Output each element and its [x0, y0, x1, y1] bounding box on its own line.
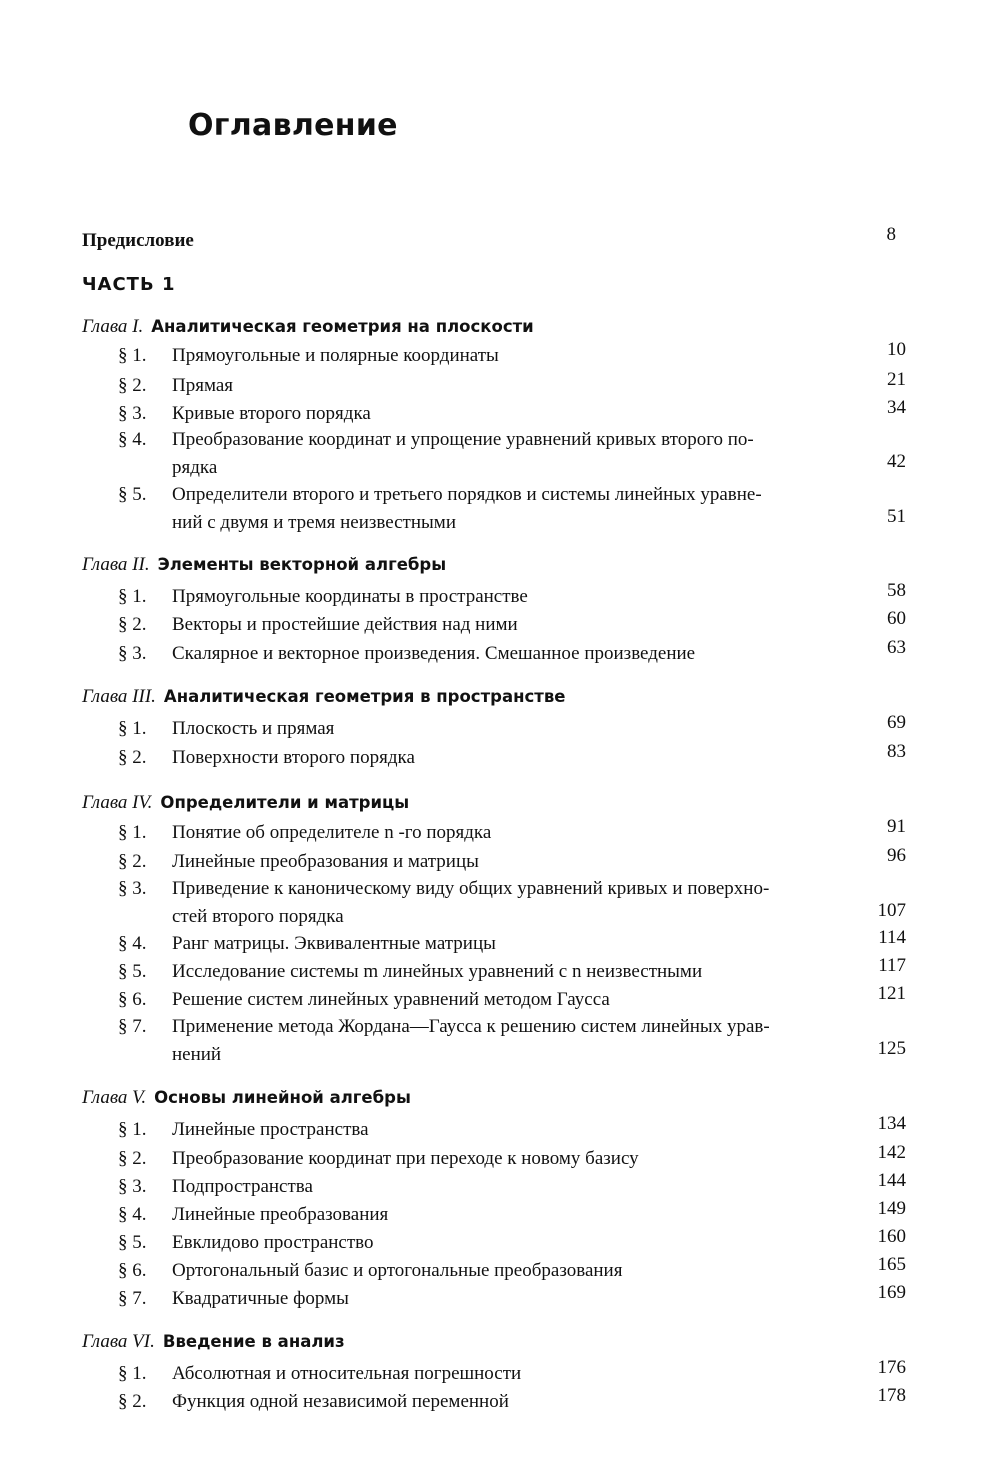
chapter-number: Глава III. — [82, 686, 156, 707]
section-title: Поверхности второго порядка — [172, 745, 417, 771]
section-title-continued: нений — [172, 1042, 223, 1068]
section-number: § 6. — [118, 989, 147, 1010]
section-number: § 3. — [118, 403, 147, 424]
section-page: 107 — [877, 900, 906, 921]
chapter-name: Введение в анализ — [162, 1332, 345, 1351]
section-number: § 2. — [118, 375, 147, 396]
part-heading: ЧАСТЬ 1 — [82, 274, 176, 295]
section-title: Приведение к каноническому виду общих уравнений кривых и поверхно- — [172, 878, 770, 899]
section-title-continued: рядка — [172, 455, 219, 481]
section-number: § 6. — [118, 1260, 147, 1281]
section-page: 63 — [887, 637, 906, 658]
section-number: § 1. — [118, 718, 147, 739]
chapter-heading — [82, 790, 409, 816]
section-number: § 2. — [118, 1148, 147, 1169]
section-page: 60 — [887, 608, 906, 629]
section-title: Решение систем линейных уравнений методом Гаусса — [172, 987, 612, 1013]
chapter-name: Аналитическая геометрия на плоскости — [151, 317, 534, 336]
section-page: 96 — [887, 845, 906, 866]
section-title-continued: ний с двумя и тремя неизвестными — [172, 510, 458, 536]
chapter-number: Глава I. — [82, 316, 144, 337]
section-number: § 1. — [118, 822, 147, 843]
section-page: 121 — [877, 983, 906, 1004]
section-title: Линейные преобразования — [172, 1202, 390, 1228]
section-number: § 5. — [118, 484, 147, 505]
section-title: Понятие об определителе n -го порядка — [172, 820, 493, 846]
chapter-number: Глава II. — [82, 554, 150, 575]
section-number: § 4. — [118, 933, 147, 954]
section-title: Прямоугольные координаты в пространстве — [172, 584, 530, 610]
section-title: Определители второго и третьего порядков и системы линейных уравне- — [172, 484, 762, 505]
section-title-continued: стей второго порядка — [172, 904, 346, 930]
section-title: Функция одной независимой переменной — [172, 1389, 511, 1415]
section-page: 91 — [887, 816, 906, 837]
section-number: § 2. — [118, 1391, 147, 1412]
section-title: Скалярное и векторное произведения. Смешанное произведение — [172, 641, 697, 667]
section-page: 176 — [877, 1357, 906, 1378]
chapter-number: Глава VI. — [82, 1331, 155, 1352]
section-title: Линейные пространства — [172, 1117, 371, 1143]
section-page: 178 — [877, 1385, 906, 1406]
section-number: § 3. — [118, 643, 147, 664]
section-title: Кривые второго порядка — [172, 401, 373, 427]
section-page: 117 — [878, 955, 906, 976]
section-page: 34 — [887, 397, 906, 418]
section-number: § 1. — [118, 586, 147, 607]
chapter-name: Аналитическая геометрия в пространстве — [163, 687, 566, 706]
toc-entry-label: Предисловие — [82, 228, 194, 254]
chapter-name: Элементы векторной алгебры — [157, 555, 447, 574]
page-title: Оглавление — [188, 108, 398, 143]
section-page: 21 — [887, 369, 906, 390]
chapter-heading — [82, 552, 446, 578]
section-number: § 5. — [118, 961, 147, 982]
chapter-heading — [82, 1085, 411, 1111]
section-title: Линейные преобразования и матрицы — [172, 849, 481, 875]
chapter-number: Глава IV. — [82, 792, 153, 813]
section-page: 125 — [877, 1038, 906, 1059]
section-title: Прямая — [172, 373, 235, 399]
section-page: 42 — [887, 451, 906, 472]
section-title: Преобразование координат при переходе к новому базису — [172, 1146, 641, 1172]
chapter-number: Глава V. — [82, 1087, 147, 1108]
section-page: 114 — [878, 927, 906, 948]
section-number: § 4. — [118, 429, 147, 450]
section-page: 144 — [877, 1170, 906, 1191]
chapter-heading — [82, 314, 534, 340]
section-number: § 4. — [118, 1204, 147, 1225]
section-number: § 2. — [118, 614, 147, 635]
section-page: 51 — [887, 506, 906, 527]
section-number: § 1. — [118, 345, 147, 366]
chapter-heading — [82, 1329, 345, 1355]
section-page: 160 — [877, 1226, 906, 1247]
section-page: 83 — [887, 741, 906, 762]
chapter-name: Основы линейной алгебры — [154, 1088, 411, 1107]
toc-entry-page: 8 — [886, 224, 896, 245]
chapter-heading — [82, 684, 565, 710]
section-title: Ранг матрицы. Эквивалентные матрицы — [172, 931, 498, 957]
section-number: § 2. — [118, 851, 147, 872]
section-page: 58 — [887, 580, 906, 601]
section-title: Применение метода Жордана—Гаусса к решению систем линейных урав- — [172, 1016, 770, 1037]
section-number: § 3. — [118, 1176, 147, 1197]
section-title: Исследование системы m линейных уравнений с n неизвестными — [172, 959, 704, 985]
section-title: Плоскость и прямая — [172, 716, 336, 742]
section-page: 69 — [887, 712, 906, 733]
section-title: Квадратичные формы — [172, 1286, 351, 1312]
section-page: 169 — [877, 1282, 906, 1303]
section-number: § 1. — [118, 1363, 147, 1384]
chapter-name: Определители и матрицы — [160, 793, 410, 812]
section-number: § 2. — [118, 747, 147, 768]
section-page: 142 — [877, 1142, 906, 1163]
section-title: Прямоугольные и полярные координаты — [172, 343, 501, 369]
section-page: 134 — [877, 1113, 906, 1134]
section-number: § 1. — [118, 1119, 147, 1140]
section-page: 10 — [887, 339, 906, 360]
section-page: 149 — [877, 1198, 906, 1219]
section-title: Преобразование координат и упрощение уравнений кривых второго по- — [172, 429, 754, 450]
section-title: Подпространства — [172, 1174, 315, 1200]
section-number: § 7. — [118, 1016, 147, 1037]
section-title: Евклидово пространство — [172, 1230, 376, 1256]
section-number: § 3. — [118, 878, 147, 899]
section-title: Абсолютная и относительная погрешности — [172, 1361, 523, 1387]
section-number: § 5. — [118, 1232, 147, 1253]
section-title: Ортогональный базис и ортогональные преобразования — [172, 1258, 624, 1284]
section-page: 165 — [877, 1254, 906, 1275]
section-title: Векторы и простейшие действия над ними — [172, 612, 520, 638]
section-number: § 7. — [118, 1288, 147, 1309]
